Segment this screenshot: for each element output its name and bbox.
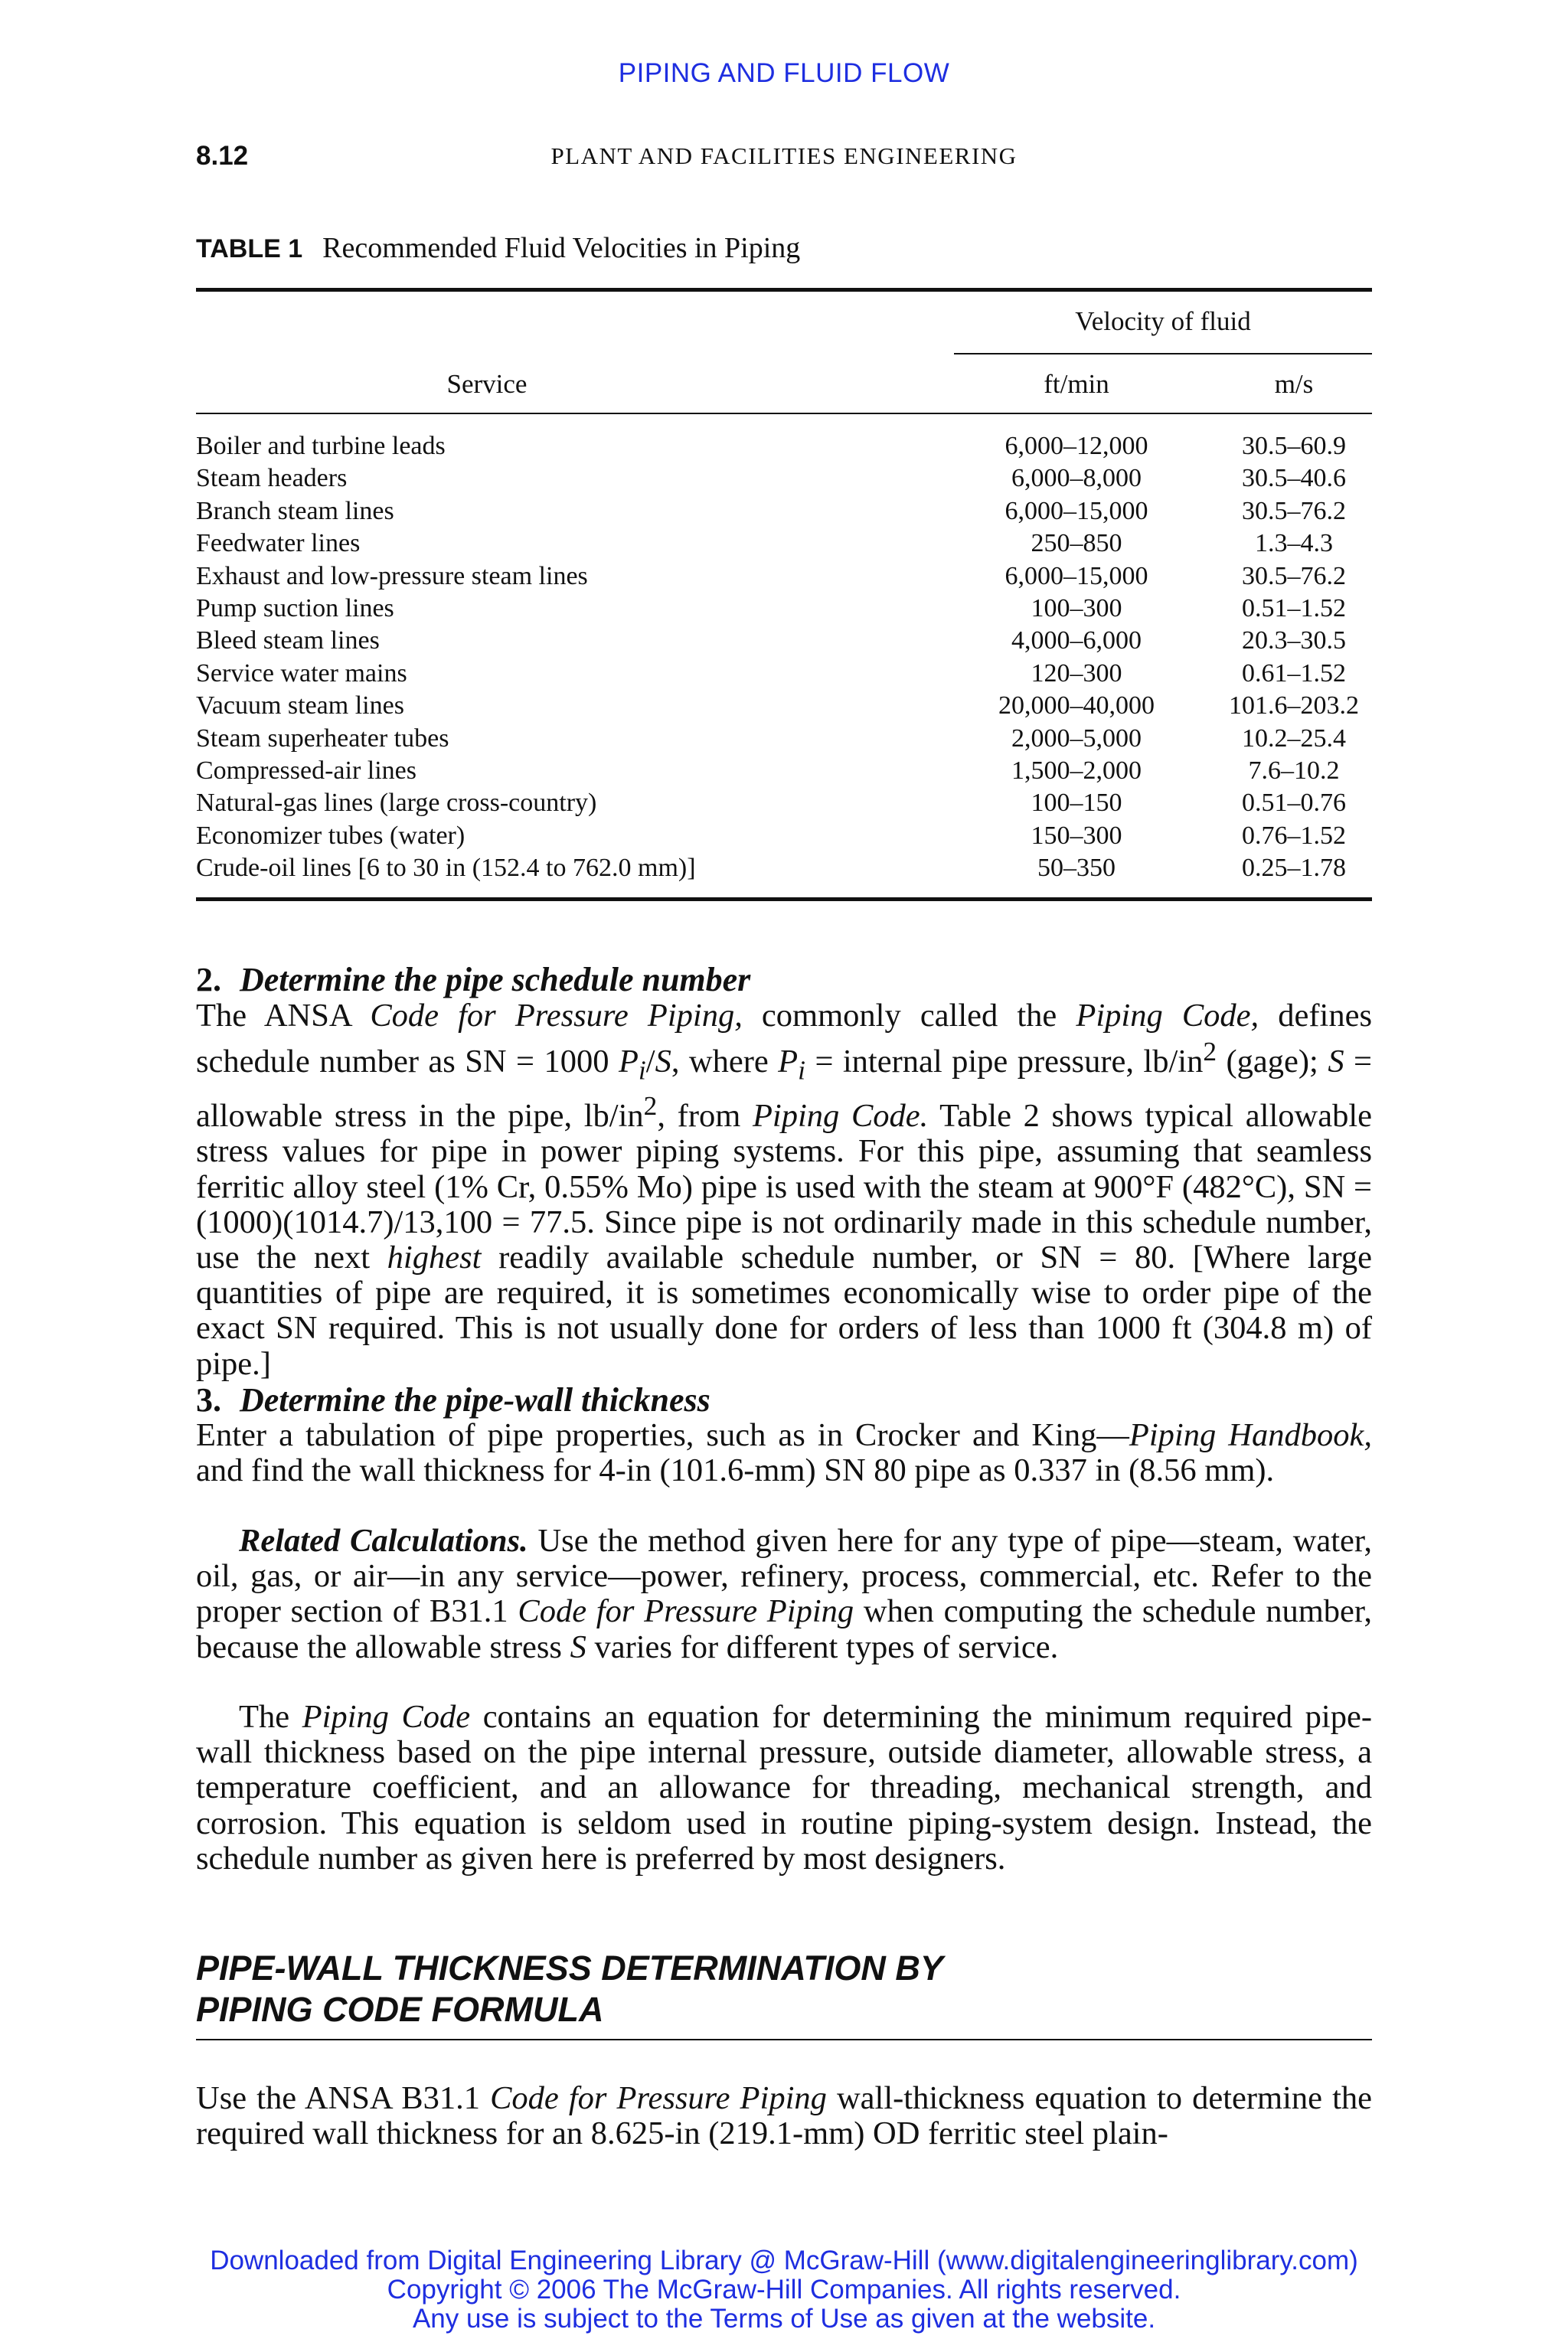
table-body (196, 430, 1372, 884)
column-header-ms: m/s (1274, 369, 1314, 399)
section-heading: PIPE-WALL THICKNESS DETERMINATION BY PIPING CODE FORMULA (196, 1949, 943, 2029)
velocity-group-rule (954, 353, 1372, 354)
table-cell-ftmin: 250–850 (1031, 529, 1122, 558)
step-3-heading: 3. Determine the pipe-wall thickness (196, 1381, 710, 1419)
piping-code-paragraph: The Piping Code contains an equation for determining the minimum required pipe-wall thickness based on the pipe internal pressure, outside diameter, allowable stress, a temperature coefficient, and an allowance for threading, mechanical strength, and corrosion. This equation is seldom used in routine piping-system design. Instead, the schedule number as given here is preferred by most designers. (196, 1699, 1372, 1877)
table-row (196, 593, 1372, 625)
table-top-rule (196, 288, 1372, 292)
book-title: PLANT AND FACILITIES ENGINEERING (550, 142, 1018, 169)
table-row (196, 690, 1372, 722)
table-cell-ftmin: 1,500–2,000 (1011, 756, 1142, 785)
table-row (196, 820, 1372, 852)
table-row (196, 755, 1372, 787)
table-row (196, 658, 1372, 690)
table-cell-service: Service water mains (196, 658, 407, 688)
table-cell-service: Pump suction lines (196, 593, 394, 622)
table-cell-ftmin: 6,000–8,000 (1011, 464, 1142, 493)
step-3-paragraph: Enter a tabulation of pipe properties, such as in Crocker and King—Piping Handbook, and find the wall thickness for 4-in (101.6-mm) SN 80 pipe as 0.337 in (8.56 mm). (196, 1417, 1372, 1489)
table-title: Recommended Fluid Velocities in Piping (322, 232, 801, 264)
velocity-group-header: Velocity of fluid (1075, 306, 1251, 336)
table-cell-ms: 1.3–4.3 (1255, 529, 1333, 558)
table-cell-service: Exhaust and low-pressure steam lines (196, 561, 588, 590)
step-2-heading: 2. Determine the pipe schedule number (196, 961, 751, 998)
table-cell-ms: 0.51–0.76 (1242, 789, 1346, 818)
table-cell-ftmin: 150–300 (1031, 821, 1122, 850)
table-cell-ftmin: 20,000–40,000 (998, 691, 1155, 720)
table-cell-ms: 30.5–76.2 (1242, 561, 1346, 590)
table-cell-service: Natural-gas lines (large cross-country) (196, 789, 597, 818)
table-cell-service: Steam superheater tubes (196, 724, 449, 753)
table-cell-ms: 20.3–30.5 (1242, 626, 1346, 655)
page-number: 8.12 (196, 141, 249, 171)
running-head: PIPING AND FLUID FLOW (618, 58, 950, 88)
table-cell-ftmin: 2,000–5,000 (1011, 724, 1142, 753)
column-header-ftmin: ft/min (1044, 369, 1109, 399)
table-label: TABLE 1 (196, 234, 303, 263)
table-cell-ftmin: 4,000–6,000 (1011, 626, 1142, 655)
table-cell-ftmin: 50–350 (1037, 854, 1116, 883)
table-row (196, 787, 1372, 819)
table-row (196, 560, 1372, 593)
section-intro-paragraph: Use the ANSA B31.1 Code for Pressure Piping wall-thickness equation to determine the required wall thickness for an 8.625-in (219.1-mm) OD ferritic steel plain- (196, 2080, 1373, 2152)
table-caption (196, 231, 800, 265)
section-heading-rule (196, 2039, 1372, 2040)
table-cell-ms: 0.61–1.52 (1242, 658, 1346, 688)
table-cell-service: Economizer tubes (water) (196, 821, 466, 850)
table-cell-service: Steam headers (196, 464, 348, 493)
footer-copyright: Copyright © 2006 The McGraw-Hill Companies. All rights reserved. (387, 2275, 1181, 2305)
table-cell-service: Vacuum steam lines (196, 691, 404, 720)
table-cell-ftmin: 6,000–15,000 (1004, 561, 1148, 590)
footer-download-notice[interactable]: Downloaded from Digital Engineering Library @ McGraw-Hill (www.digitalengineeringlibrary.com) (210, 2246, 1358, 2275)
table-cell-service: Branch steam lines (196, 496, 394, 525)
step-2-paragraph: The ANSA Code for Pressure Piping, commonly called the Piping Code, defines schedule number as SN = 1000 $P_i/S$, where $P_i$ = internal pipe pressure, $lb/in^2$ (gage); S = allowable stress in the pipe, $lb/in^2$, from Piping Code. Table 2 shows typical allowable stress values for pipe in power piping systems. For this pipe, assuming that seamless ferritic alloy steel (1% Cr, 0.55% Mo) pipe is used with the steam at 900°F (482°C), SN = (1000)(1014.7)/13,100 = 77.5. Since pipe is not ordinarily made in this schedule number, use the next highest readily available schedule number, or SN = 80. [Where large quantities of pipe are required, it is sometimes economically wise to order pipe of the exact SN required. This is not usually done for orders of less than 1000 ft (304.8 m) of pipe.] (196, 998, 1372, 1382)
table-row (196, 462, 1372, 495)
table-bottom-rule (196, 897, 1372, 901)
table-cell-ms: 30.5–76.2 (1242, 496, 1346, 525)
table-cell-ftmin: 100–150 (1031, 789, 1122, 818)
table-cell-ftmin: 120–300 (1031, 658, 1122, 688)
table-cell-ms: 0.51–1.52 (1242, 593, 1346, 622)
table-cell-ms: 30.5–60.9 (1242, 432, 1346, 460)
table-cell-ftmin: 6,000–12,000 (1004, 432, 1148, 460)
table-cell-ms: 30.5–40.6 (1242, 464, 1346, 493)
related-calculations-paragraph: Related Calculations. Use the method given here for any type of pipe—steam, water, oil, gas, or air—in any service—power, refinery, process, commercial, etc. Refer to the proper section of B31.1 Code for Pressure Piping when computing the schedule number, because the allowable stress S varies for different types of service. (196, 1523, 1372, 1665)
table-row (196, 723, 1372, 755)
table-row (196, 528, 1372, 560)
table-cell-ms: 7.6–10.2 (1248, 756, 1340, 785)
table-cell-ms: 101.6–203.2 (1229, 691, 1359, 720)
table-cell-service: Feedwater lines (196, 529, 361, 558)
table-row (196, 495, 1372, 528)
table-cell-ftmin: 100–300 (1031, 593, 1122, 622)
table-cell-service: Bleed steam lines (196, 626, 380, 655)
table-cell-service: Crude-oil lines [6 to 30 in (152.4 to 762.0 mm)] (196, 854, 696, 883)
table-cell-service: Boiler and turbine leads (196, 432, 446, 460)
table-row (196, 430, 1372, 462)
table-row (196, 625, 1372, 657)
table-cell-ftmin: 6,000–15,000 (1004, 496, 1148, 525)
table-header-rule (196, 413, 1372, 414)
table-cell-ms: 0.76–1.52 (1242, 821, 1346, 850)
table-cell-ms: 10.2–25.4 (1242, 724, 1346, 753)
table-row (196, 852, 1372, 884)
table-cell-service: Compressed-air lines (196, 756, 416, 785)
table-cell-ms: 0.25–1.78 (1242, 854, 1346, 883)
column-header-service: Service (446, 369, 528, 399)
footer-terms: Any use is subject to the Terms of Use as given at the website. (412, 2304, 1156, 2334)
